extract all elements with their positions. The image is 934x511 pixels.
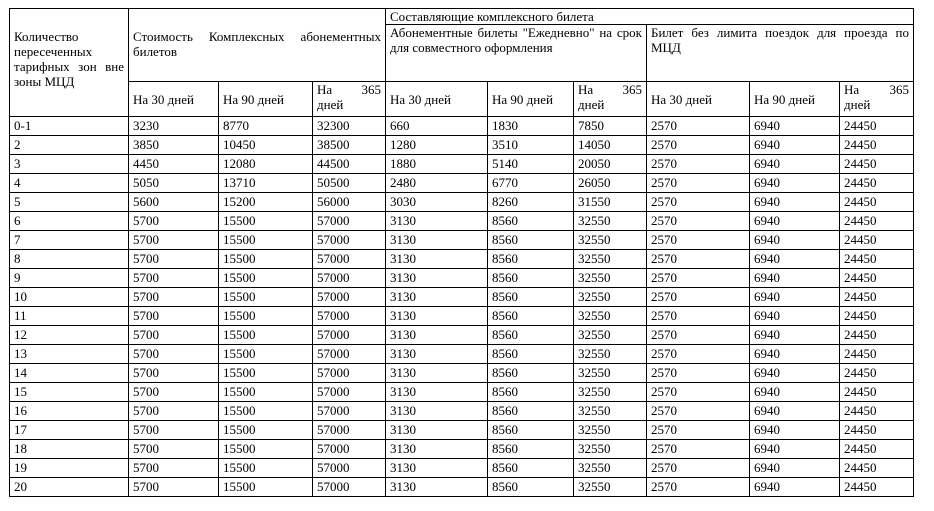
table-row xyxy=(10,269,914,288)
cell-unlimited-30: 2570 xyxy=(647,345,750,364)
cell-daily-365: 32550 xyxy=(574,231,647,250)
cell-daily-365: 7850 xyxy=(574,117,647,136)
cell-cost-30: 5700 xyxy=(129,307,219,326)
cell-cost-30: 5700 xyxy=(129,421,219,440)
cell-zones: 2 xyxy=(10,136,129,155)
cell-unlimited-90: 6940 xyxy=(750,345,840,364)
cell-cost-365: 57000 xyxy=(313,459,386,478)
cell-cost-90: 15500 xyxy=(219,307,313,326)
cell-daily-30: 3130 xyxy=(386,326,488,345)
cell-daily-365: 32550 xyxy=(574,326,647,345)
cell-zones: 18 xyxy=(10,440,129,459)
cell-daily-365: 14050 xyxy=(574,136,647,155)
table-row xyxy=(10,421,914,440)
cell-cost-90: 10450 xyxy=(219,136,313,155)
cell-unlimited-30: 2570 xyxy=(647,174,750,193)
cell-daily-90: 8560 xyxy=(488,440,574,459)
cell-zones: 10 xyxy=(10,288,129,307)
cell-cost-365: 57000 xyxy=(313,421,386,440)
cell-daily-30: 3130 xyxy=(386,250,488,269)
cell-unlimited-365: 24450 xyxy=(840,288,914,307)
cell-cost-90: 15500 xyxy=(219,440,313,459)
cell-unlimited-365: 24450 xyxy=(840,421,914,440)
cell-daily-365: 32550 xyxy=(574,212,647,231)
cell-cost-365: 57000 xyxy=(313,288,386,307)
cell-daily-30: 3130 xyxy=(386,212,488,231)
cell-unlimited-90: 6940 xyxy=(750,155,840,174)
cell-daily-365: 32550 xyxy=(574,478,647,497)
cell-daily-90: 1830 xyxy=(488,117,574,136)
cell-unlimited-90: 6940 xyxy=(750,383,840,402)
table-row xyxy=(10,326,914,345)
cell-unlimited-365: 24450 xyxy=(840,402,914,421)
cell-zones: 17 xyxy=(10,421,129,440)
cell-unlimited-365: 24450 xyxy=(840,383,914,402)
cell-unlimited-90: 6940 xyxy=(750,288,840,307)
cell-unlimited-30: 2570 xyxy=(647,250,750,269)
cell-daily-30: 2480 xyxy=(386,174,488,193)
cell-cost-90: 15500 xyxy=(219,459,313,478)
cell-cost-30: 5700 xyxy=(129,345,219,364)
cell-cost-30: 5700 xyxy=(129,383,219,402)
header-cost-90: На 90 дней xyxy=(219,82,313,117)
cell-unlimited-365: 24450 xyxy=(840,250,914,269)
table-row xyxy=(10,250,914,269)
cell-cost-30: 5700 xyxy=(129,250,219,269)
cell-unlimited-90: 6940 xyxy=(750,269,840,288)
table-row xyxy=(10,459,914,478)
cell-unlimited-90: 6940 xyxy=(750,402,840,421)
header-unlimited-90: На 90 дней xyxy=(750,82,840,117)
cell-cost-30: 5700 xyxy=(129,326,219,345)
cell-zones: 7 xyxy=(10,231,129,250)
cell-cost-365: 56000 xyxy=(313,193,386,212)
cell-unlimited-30: 2570 xyxy=(647,440,750,459)
cell-daily-90: 8560 xyxy=(488,250,574,269)
cell-zones: 0-1 xyxy=(10,117,129,136)
cell-daily-90: 8560 xyxy=(488,383,574,402)
cell-daily-365: 32550 xyxy=(574,345,647,364)
cell-cost-30: 5700 xyxy=(129,364,219,383)
table-body xyxy=(10,117,914,497)
cell-cost-365: 38500 xyxy=(313,136,386,155)
cell-daily-30: 3130 xyxy=(386,288,488,307)
cell-unlimited-90: 6940 xyxy=(750,478,840,497)
cell-zones: 9 xyxy=(10,269,129,288)
cell-daily-90: 8560 xyxy=(488,269,574,288)
header-cost-30: На 30 дней xyxy=(129,82,219,117)
cell-cost-30: 5700 xyxy=(129,440,219,459)
cell-unlimited-90: 6940 xyxy=(750,117,840,136)
cell-unlimited-365: 24450 xyxy=(840,193,914,212)
cell-daily-30: 3130 xyxy=(386,478,488,497)
cell-unlimited-30: 2570 xyxy=(647,136,750,155)
cell-cost-365: 57000 xyxy=(313,307,386,326)
cell-cost-365: 32300 xyxy=(313,117,386,136)
cell-daily-90: 8260 xyxy=(488,193,574,212)
cell-cost-30: 5700 xyxy=(129,459,219,478)
table-row xyxy=(10,345,914,364)
header-components: Составляющие комплексного билета xyxy=(386,9,914,25)
cell-unlimited-30: 2570 xyxy=(647,421,750,440)
table-row xyxy=(10,478,914,497)
cell-cost-90: 15500 xyxy=(219,345,313,364)
cell-unlimited-90: 6940 xyxy=(750,136,840,155)
cell-cost-365: 57000 xyxy=(313,212,386,231)
cell-unlimited-90: 6940 xyxy=(750,421,840,440)
cell-cost-90: 15500 xyxy=(219,250,313,269)
cell-unlimited-365: 24450 xyxy=(840,155,914,174)
cell-unlimited-30: 2570 xyxy=(647,288,750,307)
cell-cost-90: 12080 xyxy=(219,155,313,174)
cell-cost-30: 5700 xyxy=(129,478,219,497)
cell-daily-90: 8560 xyxy=(488,288,574,307)
cell-daily-30: 3130 xyxy=(386,364,488,383)
cell-zones: 19 xyxy=(10,459,129,478)
header-cost-365: На 365 дней xyxy=(313,82,386,117)
cell-unlimited-30: 2570 xyxy=(647,155,750,174)
table-row xyxy=(10,174,914,193)
cell-unlimited-90: 6940 xyxy=(750,174,840,193)
cell-unlimited-90: 6940 xyxy=(750,326,840,345)
cell-cost-365: 50500 xyxy=(313,174,386,193)
cell-daily-90: 8560 xyxy=(488,364,574,383)
cell-daily-30: 1280 xyxy=(386,136,488,155)
cell-daily-365: 32550 xyxy=(574,421,647,440)
cell-cost-90: 15500 xyxy=(219,231,313,250)
cell-daily-30: 3130 xyxy=(386,345,488,364)
cell-zones: 11 xyxy=(10,307,129,326)
cell-daily-30: 3130 xyxy=(386,459,488,478)
cell-daily-90: 8560 xyxy=(488,231,574,250)
cell-daily-365: 20050 xyxy=(574,155,647,174)
cell-unlimited-365: 24450 xyxy=(840,117,914,136)
cell-unlimited-90: 6940 xyxy=(750,250,840,269)
cell-unlimited-30: 2570 xyxy=(647,402,750,421)
cell-unlimited-30: 2570 xyxy=(647,231,750,250)
cell-unlimited-365: 24450 xyxy=(840,307,914,326)
cell-unlimited-30: 2570 xyxy=(647,307,750,326)
table-row xyxy=(10,307,914,326)
header-unlimited-ticket: Билет без лимита поездок для проезда по МЦД xyxy=(647,25,914,82)
cell-unlimited-90: 6940 xyxy=(750,231,840,250)
header-daily-90: На 90 дней xyxy=(488,82,574,117)
table-row xyxy=(10,193,914,212)
cell-daily-365: 32550 xyxy=(574,440,647,459)
tariff-table xyxy=(9,8,914,497)
cell-daily-365: 32550 xyxy=(574,402,647,421)
table-row xyxy=(10,117,914,136)
cell-zones: 20 xyxy=(10,478,129,497)
cell-cost-90: 15500 xyxy=(219,288,313,307)
cell-unlimited-365: 24450 xyxy=(840,174,914,193)
cell-cost-30: 5700 xyxy=(129,231,219,250)
cell-cost-30: 4450 xyxy=(129,155,219,174)
cell-daily-90: 6770 xyxy=(488,174,574,193)
cell-daily-90: 8560 xyxy=(488,478,574,497)
table-row xyxy=(10,402,914,421)
header-zones: Количество пересеченных тарифных зон вне зоны МЦД xyxy=(10,9,129,117)
cell-cost-30: 3230 xyxy=(129,117,219,136)
header-daily-365: На 365 дней xyxy=(574,82,647,117)
cell-zones: 12 xyxy=(10,326,129,345)
cell-cost-90: 15500 xyxy=(219,421,313,440)
cell-unlimited-30: 2570 xyxy=(647,193,750,212)
cell-daily-365: 32550 xyxy=(574,269,647,288)
cell-cost-30: 3850 xyxy=(129,136,219,155)
cell-daily-30: 3130 xyxy=(386,383,488,402)
cell-unlimited-365: 24450 xyxy=(840,231,914,250)
cell-unlimited-30: 2570 xyxy=(647,383,750,402)
cell-unlimited-90: 6940 xyxy=(750,440,840,459)
cell-unlimited-30: 2570 xyxy=(647,117,750,136)
cell-unlimited-365: 24450 xyxy=(840,364,914,383)
header-unlimited-30: На 30 дней xyxy=(647,82,750,117)
cell-zones: 3 xyxy=(10,155,129,174)
cell-zones: 5 xyxy=(10,193,129,212)
cell-zones: 6 xyxy=(10,212,129,231)
cell-daily-365: 26050 xyxy=(574,174,647,193)
cell-daily-30: 3130 xyxy=(386,440,488,459)
cell-daily-90: 3510 xyxy=(488,136,574,155)
cell-unlimited-90: 6940 xyxy=(750,459,840,478)
cell-cost-365: 57000 xyxy=(313,440,386,459)
cell-daily-90: 8560 xyxy=(488,421,574,440)
cell-unlimited-365: 24450 xyxy=(840,478,914,497)
cell-cost-30: 5700 xyxy=(129,288,219,307)
cell-daily-30: 3130 xyxy=(386,307,488,326)
cell-cost-365: 44500 xyxy=(313,155,386,174)
cell-unlimited-365: 24450 xyxy=(840,269,914,288)
cell-cost-90: 15500 xyxy=(219,212,313,231)
cell-unlimited-90: 6940 xyxy=(750,307,840,326)
cell-cost-365: 57000 xyxy=(313,250,386,269)
cell-daily-30: 3130 xyxy=(386,421,488,440)
cell-daily-90: 8560 xyxy=(488,459,574,478)
cell-unlimited-365: 24450 xyxy=(840,326,914,345)
cell-unlimited-365: 24450 xyxy=(840,459,914,478)
cell-zones: 14 xyxy=(10,364,129,383)
cell-cost-90: 15500 xyxy=(219,383,313,402)
cell-cost-365: 57000 xyxy=(313,269,386,288)
cell-unlimited-90: 6940 xyxy=(750,212,840,231)
cell-cost-365: 57000 xyxy=(313,383,386,402)
cell-cost-30: 5700 xyxy=(129,212,219,231)
cell-daily-30: 660 xyxy=(386,117,488,136)
cell-zones: 8 xyxy=(10,250,129,269)
cell-unlimited-90: 6940 xyxy=(750,364,840,383)
cell-zones: 15 xyxy=(10,383,129,402)
cell-cost-365: 57000 xyxy=(313,402,386,421)
cell-daily-30: 3130 xyxy=(386,402,488,421)
cell-cost-90: 13710 xyxy=(219,174,313,193)
cell-daily-30: 1880 xyxy=(386,155,488,174)
cell-unlimited-365: 24450 xyxy=(840,345,914,364)
cell-daily-90: 8560 xyxy=(488,212,574,231)
table-row xyxy=(10,288,914,307)
header-daily-tickets: Абонементные билеты "Ежедневно" на срок для совместного оформления xyxy=(386,25,647,82)
header-daily-30: На 30 дней xyxy=(386,82,488,117)
cell-daily-90: 8560 xyxy=(488,326,574,345)
cell-unlimited-365: 24450 xyxy=(840,440,914,459)
table-row xyxy=(10,364,914,383)
cell-cost-90: 15200 xyxy=(219,193,313,212)
cell-daily-30: 3130 xyxy=(386,269,488,288)
cell-cost-30: 5700 xyxy=(129,402,219,421)
cell-cost-30: 5050 xyxy=(129,174,219,193)
cell-daily-30: 3130 xyxy=(386,231,488,250)
cell-cost-90: 8770 xyxy=(219,117,313,136)
cell-unlimited-30: 2570 xyxy=(647,364,750,383)
cell-daily-365: 32550 xyxy=(574,364,647,383)
cell-cost-365: 57000 xyxy=(313,478,386,497)
cell-daily-90: 8560 xyxy=(488,345,574,364)
cell-daily-365: 32550 xyxy=(574,250,647,269)
cell-daily-90: 5140 xyxy=(488,155,574,174)
cell-cost-365: 57000 xyxy=(313,326,386,345)
cell-cost-365: 57000 xyxy=(313,364,386,383)
table-row xyxy=(10,212,914,231)
cell-cost-365: 57000 xyxy=(313,345,386,364)
header-cost: Стоимость Комплексных абонементных билетов xyxy=(129,9,386,82)
cell-unlimited-30: 2570 xyxy=(647,269,750,288)
cell-unlimited-90: 6940 xyxy=(750,193,840,212)
table-row xyxy=(10,136,914,155)
cell-daily-365: 32550 xyxy=(574,383,647,402)
cell-daily-365: 32550 xyxy=(574,288,647,307)
cell-daily-90: 8560 xyxy=(488,307,574,326)
cell-cost-365: 57000 xyxy=(313,231,386,250)
table-row xyxy=(10,383,914,402)
cell-cost-30: 5600 xyxy=(129,193,219,212)
cell-cost-90: 15500 xyxy=(219,478,313,497)
cell-unlimited-30: 2570 xyxy=(647,459,750,478)
cell-daily-90: 8560 xyxy=(488,402,574,421)
cell-cost-90: 15500 xyxy=(219,402,313,421)
cell-zones: 16 xyxy=(10,402,129,421)
cell-daily-365: 32550 xyxy=(574,307,647,326)
cell-daily-365: 31550 xyxy=(574,193,647,212)
cell-unlimited-30: 2570 xyxy=(647,326,750,345)
cell-cost-90: 15500 xyxy=(219,364,313,383)
cell-daily-30: 3030 xyxy=(386,193,488,212)
cell-zones: 13 xyxy=(10,345,129,364)
table-row xyxy=(10,440,914,459)
cell-cost-90: 15500 xyxy=(219,269,313,288)
cell-cost-90: 15500 xyxy=(219,326,313,345)
cell-unlimited-365: 24450 xyxy=(840,212,914,231)
cell-unlimited-365: 24450 xyxy=(840,136,914,155)
cell-cost-30: 5700 xyxy=(129,269,219,288)
cell-unlimited-30: 2570 xyxy=(647,212,750,231)
table-row xyxy=(10,155,914,174)
cell-zones: 4 xyxy=(10,174,129,193)
cell-daily-365: 32550 xyxy=(574,459,647,478)
table-row xyxy=(10,231,914,250)
header-unlimited-365: На 365 дней xyxy=(840,82,914,117)
cell-unlimited-30: 2570 xyxy=(647,478,750,497)
